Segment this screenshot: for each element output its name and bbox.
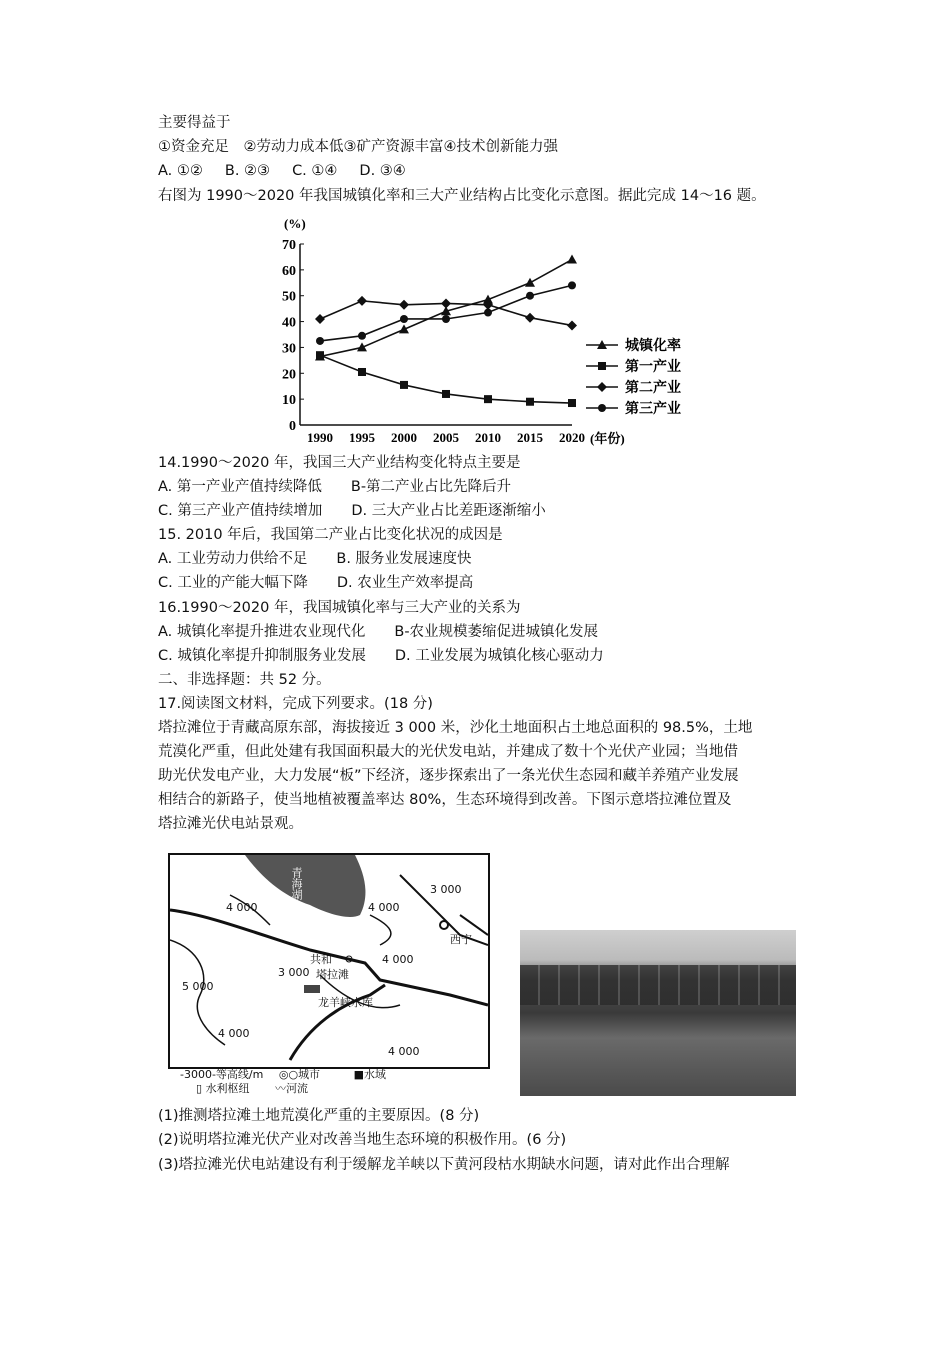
contour-label: 4 000: [388, 1045, 420, 1058]
data-point-circle: [400, 315, 408, 323]
x-tick-label: 1990: [307, 430, 333, 445]
contour-label: 4 000: [226, 901, 258, 914]
option-a: A. ①②: [158, 163, 203, 179]
x-tick-label: 2000: [391, 430, 417, 445]
line-chart: [270, 212, 710, 452]
options-line: [158, 161, 406, 181]
contour-label: 3 000: [430, 883, 462, 896]
data-point-diamond: [399, 300, 409, 310]
place-label-reservoir: 龙羊峡水库: [318, 996, 373, 1009]
y-tick-label: 30: [282, 341, 296, 357]
data-point-triangle: [525, 278, 535, 287]
contour-label: 3 000: [278, 966, 310, 979]
map-label-lake: 青海湖: [290, 867, 303, 900]
data-point-square: [568, 399, 576, 407]
legend-river: 河流: [286, 1082, 309, 1095]
legend-contour: -3000-等高线/m: [180, 1068, 264, 1081]
y-tick-label: 50: [282, 289, 296, 305]
data-point-triangle: [567, 255, 577, 264]
legend-marker-circle: [598, 404, 606, 412]
data-point-triangle: [357, 342, 367, 351]
city-label-xining: 西宁: [450, 933, 472, 946]
y-tick-label: 10: [282, 393, 296, 409]
place-label-talatan: 塔拉滩: [316, 968, 349, 981]
solar-station-photo: [520, 930, 796, 1096]
solar-panels: [520, 965, 796, 1005]
dam-icon: ▯: [196, 1082, 203, 1095]
question-16: 16.1990～2020 年，我国城镇化率与三大产业的关系为: [158, 600, 521, 616]
contour-label: 5 000: [182, 980, 214, 993]
y-tick-label: 70: [282, 238, 296, 253]
contour-label: 4 000: [218, 1027, 250, 1040]
paragraph-line: 塔拉滩光伏电站景观。: [158, 816, 303, 832]
x-tick-label: 2005: [433, 430, 459, 445]
question-15: 15. 2010 年后，我国第二产业占比变化状况的成因是: [158, 527, 503, 543]
question-14: 14.1990～2020 年，我国三大产业结构变化特点主要是: [158, 455, 521, 471]
data-point-circle: [358, 332, 366, 340]
y-tick-label: 40: [282, 315, 296, 331]
question-15-options-ab: A. 工业劳动力供给不足 B. 服务业发展速度快: [158, 551, 472, 567]
legend-marker-diamond: [597, 382, 607, 392]
question-14-options-ab: A. 第一产业产值持续降低 B-第二产业占比先降后升: [158, 479, 512, 495]
data-point-square: [442, 390, 450, 398]
option-c: C. ①④: [292, 163, 338, 179]
data-point-circle: [526, 292, 534, 300]
data-point-diamond: [567, 320, 577, 330]
subquestion-2: (2)说明塔拉滩光伏产业对改善当地生态环境的积极作用。(6 分): [158, 1132, 567, 1148]
y-tick-label: 0: [289, 419, 296, 434]
legend-water: 水域: [363, 1068, 386, 1081]
x-axis-label: (年份): [590, 431, 625, 446]
paragraph-line: 塔拉滩位于青藏高原东部，海拔接近 3 000 米，沙化土地面积占土地总面积的 98.5%，土地: [158, 720, 753, 736]
legend-dam: 水利枢纽: [205, 1082, 250, 1095]
data-point-diamond: [357, 296, 367, 306]
data-point-circle: [316, 337, 324, 345]
contour-label: 4 000: [382, 953, 414, 966]
text-line: 主要得益于: [158, 115, 231, 131]
contour-label: 4 000: [368, 901, 400, 914]
data-point-circle: [568, 281, 576, 289]
text-line: 右图为 1990～2020 年我国城镇化率和三大产业结构占比变化示意图。据此完成 14～16 题。: [158, 188, 766, 204]
legend-label: 第三产业: [625, 401, 681, 417]
data-point-diamond: [315, 314, 325, 324]
y-tick-label: 20: [282, 367, 296, 383]
paragraph-line: 助光伏发电产业，大力发展“板”下经济，逐步探索出了一条光伏生态园和藏羊养殖产业发展: [158, 768, 739, 784]
text-line: ①资金充足 ②劳动力成本低③矿产资源丰富④技术创新能力强: [158, 139, 558, 155]
question-16-options-ab: A. 城镇化率提升推进农业现代化 B-农业规模萎缩促进城镇化发展: [158, 624, 599, 640]
paragraph-line: 荒漠化严重，但此处建有我国面积最大的光伏发电站，并建成了数十个光伏产业园；当地借: [158, 744, 738, 760]
legend-label: 城镇化率: [625, 338, 681, 354]
data-point-square: [526, 398, 534, 406]
data-point-diamond: [525, 313, 535, 323]
data-point-square: [316, 351, 324, 359]
x-tick-label: 2015: [517, 430, 543, 445]
subquestion-3: (3)塔拉滩光伏电站建设有利于缓解龙羊峡以下黄河段枯水期缺水问题，请对此作出合理解: [158, 1157, 730, 1173]
city-label-gonghe: 共和: [310, 953, 332, 966]
y-tick-label: 60: [282, 263, 296, 279]
data-point-square: [400, 381, 408, 389]
water-icon: ■: [353, 1068, 364, 1081]
option-b: B. ②③: [224, 163, 271, 179]
qinghai-lake: [245, 855, 365, 917]
x-tick-label: 1995: [349, 430, 375, 445]
section-heading: 二、非选择题：共 52 分。: [158, 672, 331, 688]
data-point-circle: [442, 315, 450, 323]
data-point-diamond: [441, 298, 451, 308]
data-point-triangle: [399, 324, 409, 333]
data-point-square: [358, 368, 366, 376]
question-17: 17.阅读图文材料，完成下列要求。(18 分): [158, 696, 433, 712]
question-16-options-cd: C. 城镇化率提升抑制服务业发展 D. 工业发展为城镇化核心驱动力: [158, 648, 604, 664]
data-point-square: [484, 395, 492, 403]
x-tick-label: 2010: [475, 430, 501, 445]
option-d: D. ③④: [359, 163, 406, 179]
data-point-circle: [484, 309, 492, 317]
map-legend: [180, 1068, 386, 1096]
legend-marker-square: [598, 362, 606, 370]
subquestion-1: (1)推测塔拉滩土地荒漠化严重的主要原因。(8 分): [158, 1108, 480, 1124]
river-icon: 〰: [275, 1082, 287, 1095]
question-15-options-cd: C. 工业的产能大幅下降 D. 农业生产效率提高: [158, 575, 474, 591]
y-axis-label: (%): [284, 216, 306, 231]
x-tick-label: 2020: [559, 430, 585, 445]
legend-label: 第一产业: [625, 359, 681, 375]
question-14-options-cd: C. 第三产业产值持续增加 D. 三大产业占比差距逐渐缩小: [158, 503, 546, 519]
legend-city: 城市: [298, 1068, 321, 1081]
location-map: [168, 853, 490, 1069]
paragraph-line: 相结合的新路子，使当地植被覆盖率达 80%，生态环境得到改善。下图示意塔拉滩位置及: [158, 792, 732, 808]
city-icon: ◎○: [278, 1068, 299, 1081]
legend-label: 第二产业: [625, 380, 681, 396]
